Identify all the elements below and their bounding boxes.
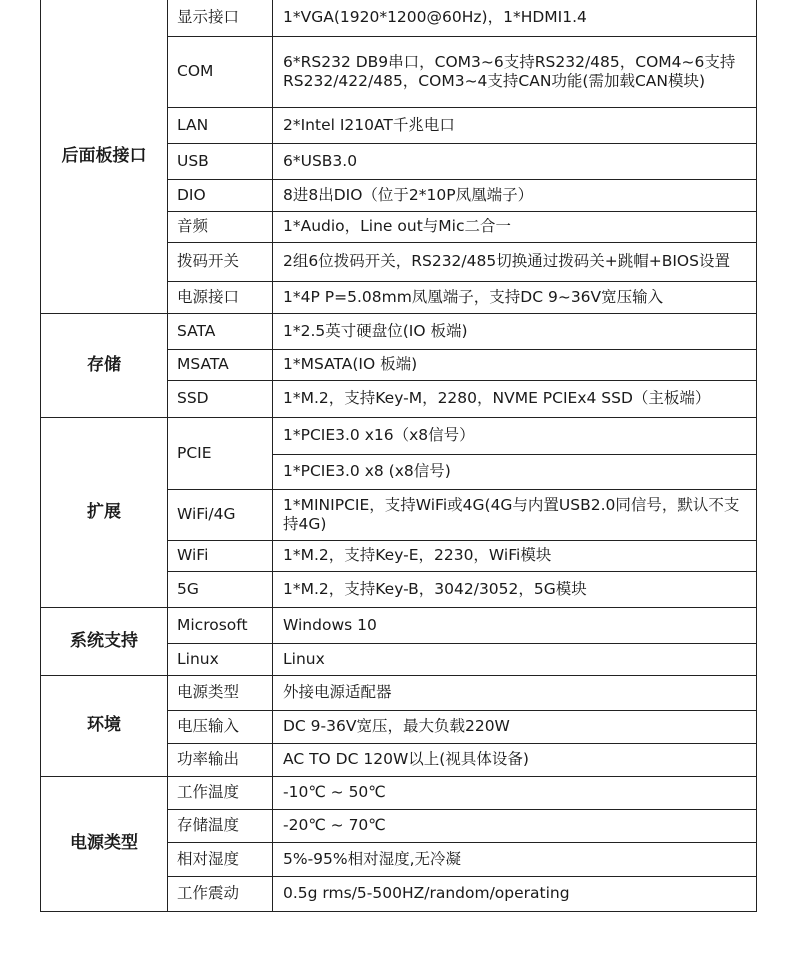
spec-key: 相对湿度: [168, 842, 273, 876]
spec-value: AC TO DC 120W以上(视具体设备): [273, 743, 757, 776]
spec-value: 2*Intel I210AT千兆电口: [273, 107, 757, 143]
table-row: [41, 417, 757, 454]
spec-value: 6*RS232 DB9串口，COM3~6支持RS232/485，COM4~6支持RS232/422/485，COM3~4支持CAN功能(需加载CAN模块): [273, 36, 757, 107]
section-title: 扩展: [41, 417, 168, 607]
spec-key: MSATA: [168, 349, 273, 380]
spec-value: 1*VGA(1920*1200@60Hz)，1*HDMI1.4: [273, 0, 757, 36]
spec-key: SSD: [168, 380, 273, 417]
spec-key: Microsoft: [168, 607, 273, 643]
spec-key: PCIE: [168, 417, 273, 489]
spec-value: 8进8出DIO（位于2*10P凤凰端子）: [273, 179, 757, 211]
section-title: 后面板接口: [41, 0, 168, 313]
spec-value: 0.5g rms/5-500HZ/random/operating: [273, 876, 757, 911]
spec-value: -20℃ ~ 70℃: [273, 809, 757, 842]
section-title: 环境: [41, 675, 168, 776]
spec-key: 工作温度: [168, 776, 273, 809]
spec-value: 5%-95%相对湿度,无冷凝: [273, 842, 757, 876]
spec-value: 1*M.2，支持Key-E，2230，WiFi模块: [273, 540, 757, 571]
table-row: [41, 675, 757, 710]
spec-key: WiFi: [168, 540, 273, 571]
spec-key: 存储温度: [168, 809, 273, 842]
section-title: 存储: [41, 313, 168, 417]
spec-key: 5G: [168, 571, 273, 607]
table-row: [41, 0, 757, 36]
spec-key: WiFi/4G: [168, 489, 273, 540]
spec-key: 显示接口: [168, 0, 273, 36]
spec-key: 功率输出: [168, 743, 273, 776]
table-row: [41, 607, 757, 643]
spec-value: 1*Audio，Line out与Mic二合一: [273, 211, 757, 242]
spec-value: DC 9-36V宽压，最大负载220W: [273, 710, 757, 743]
section-title: 电源类型: [41, 776, 168, 911]
spec-key: 电压输入: [168, 710, 273, 743]
spec-value: Linux: [273, 643, 757, 675]
spec-value: 2组6位拨码开关，RS232/485切换通过拨码关+跳帽+BIOS设置: [273, 242, 757, 281]
section-title: 系统支持: [41, 607, 168, 675]
spec-value: 1*2.5英寸硬盘位(IO 板端): [273, 313, 757, 349]
spec-value: 6*USB3.0: [273, 143, 757, 179]
spec-key: Linux: [168, 643, 273, 675]
spec-value: 1*MSATA(IO 板端): [273, 349, 757, 380]
spec-value: -10℃ ~ 50℃: [273, 776, 757, 809]
table-row: [41, 776, 757, 809]
spec-key: 音频: [168, 211, 273, 242]
spec-key: LAN: [168, 107, 273, 143]
spec-key: SATA: [168, 313, 273, 349]
spec-table-body: [41, 0, 757, 911]
spec-value: 1*M.2，支持Key-M，2280，NVME PCIEx4 SSD（主板端）: [273, 380, 757, 417]
spec-value: 外接电源适配器: [273, 675, 757, 710]
spec-value: 1*M.2，支持Key-B，3042/3052，5G模块: [273, 571, 757, 607]
spec-key: USB: [168, 143, 273, 179]
spec-value: 1*PCIE3.0 x8 (x8信号): [273, 454, 757, 489]
table-row: [41, 313, 757, 349]
spec-key: DIO: [168, 179, 273, 211]
spec-key: 电源接口: [168, 281, 273, 313]
spec-key: COM: [168, 36, 273, 107]
spec-value: 1*4P P=5.08mm凤凰端子，支持DC 9~36V宽压输入: [273, 281, 757, 313]
spec-key: 电源类型: [168, 675, 273, 710]
spec-key: 拨码开关: [168, 242, 273, 281]
spec-value: 1*MINIPCIE，支持WiFi或4G(4G与内置USB2.0同信号，默认不支持4G): [273, 489, 757, 540]
spec-value: 1*PCIE3.0 x16（x8信号）: [273, 417, 757, 454]
spec-value: Windows 10: [273, 607, 757, 643]
spec-table: [40, 0, 757, 912]
spec-key: 工作震动: [168, 876, 273, 911]
